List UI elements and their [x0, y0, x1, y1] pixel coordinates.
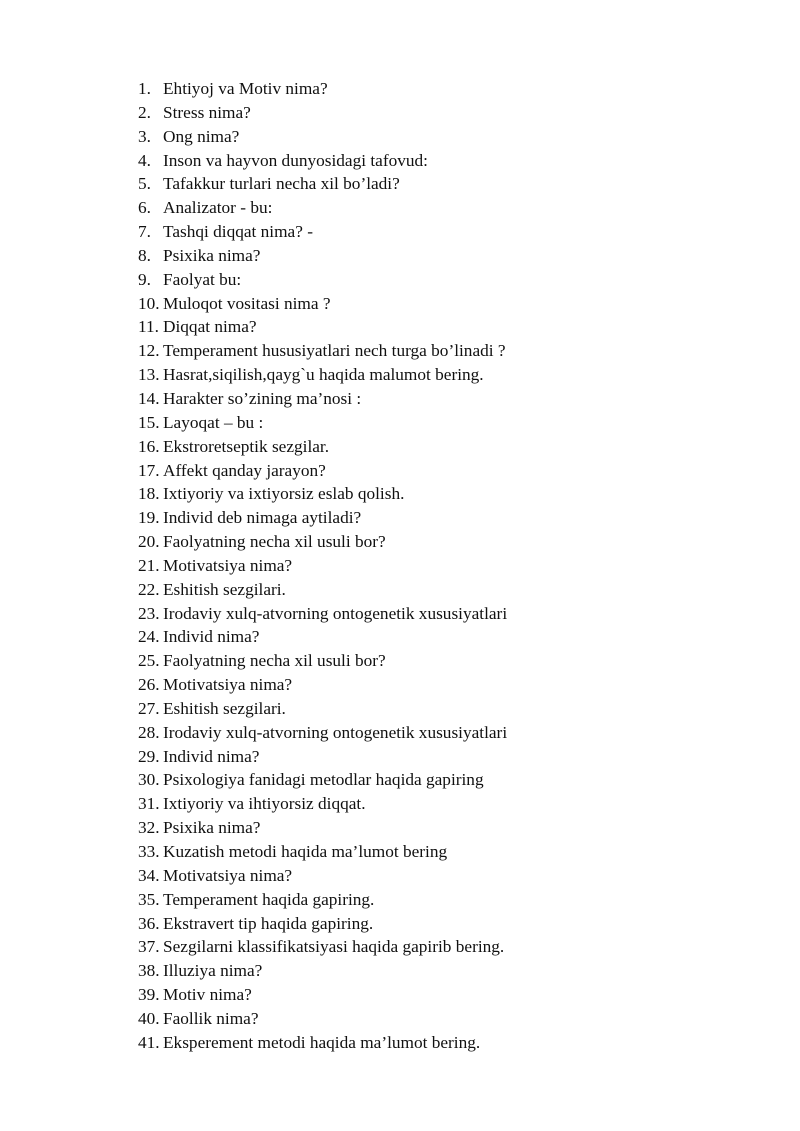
item-text: Eshitish sezgilari. — [163, 579, 286, 599]
item-number: 29. — [138, 746, 160, 766]
item-number: 21. — [138, 555, 160, 575]
list-item — [138, 602, 507, 626]
item-number: 38. — [138, 961, 160, 981]
list-item — [138, 482, 507, 506]
item-text: Irodaviy xulq-atvorning ontogenetik xususiyatlari — [163, 722, 508, 742]
list-item — [138, 554, 507, 578]
item-number: 7. — [138, 222, 151, 242]
item-text: Tafakkur turlari necha xil bo’ladi? — [163, 174, 400, 194]
item-number: 22. — [138, 579, 160, 599]
list-item — [138, 721, 507, 745]
item-text: Faollik nima? — [163, 1008, 259, 1028]
list-item — [138, 101, 507, 125]
list-item — [138, 959, 507, 983]
list-item — [138, 625, 507, 649]
item-text: Individ nima? — [163, 746, 260, 766]
item-text: Faolyatning necha xil usuli bor? — [163, 532, 386, 552]
list-item — [138, 125, 507, 149]
list-item — [138, 339, 507, 363]
item-text: Stress nima? — [163, 102, 251, 122]
list-item — [138, 578, 507, 602]
list-item — [138, 649, 507, 673]
list-item — [138, 77, 507, 101]
item-number: 33. — [138, 842, 160, 861]
item-number: 30. — [138, 770, 160, 790]
list-item — [138, 172, 507, 196]
item-text: Psixika nima? — [163, 245, 261, 265]
item-number: 25. — [138, 651, 160, 671]
list-item — [138, 816, 507, 840]
list-item — [138, 315, 507, 339]
list-item — [138, 840, 507, 864]
item-text: Harakter so’zining ma’nosi : — [163, 388, 362, 408]
list-item — [138, 697, 507, 721]
item-number: 23. — [138, 603, 160, 623]
item-text: Inson va hayvon dunyosidagi tafovud: — [163, 150, 428, 170]
item-text: Ixtiyoriy va ixtiyorsiz eslab qolish. — [163, 484, 405, 504]
item-text: Temperament hususiyatlari nech turga bo’linadi ? — [163, 341, 506, 361]
item-text: Irodaviy xulq-atvorning ontogenetik xususiyatlari — [163, 603, 508, 623]
item-text: Ekstroretseptik sezgilar. — [163, 436, 330, 456]
item-number: 26. — [138, 675, 160, 695]
item-number: 32. — [138, 818, 160, 838]
item-text: Faolyatning necha xil usuli bor? — [163, 651, 386, 671]
item-text: Muloqot vositasi nima ? — [163, 293, 331, 313]
item-number: 6. — [138, 198, 151, 218]
item-text: Temperament haqida gapiring. — [163, 889, 375, 909]
item-number: 4. — [138, 150, 151, 170]
item-number: 3. — [138, 126, 151, 146]
item-text: Motiv nima? — [163, 985, 252, 1005]
list-item — [138, 244, 507, 268]
item-text: Individ deb nimaga aytiladi? — [163, 508, 362, 528]
item-number: 8. — [138, 245, 151, 265]
list-item — [138, 220, 507, 244]
item-number: 28. — [138, 722, 160, 742]
item-number: 27. — [138, 698, 160, 718]
item-number: 37. — [138, 937, 160, 957]
item-text: Analizator - bu: — [163, 198, 273, 218]
list-item — [138, 888, 507, 912]
item-text: Ehtiyoj va Motiv nima? — [163, 79, 328, 98]
list-item — [138, 363, 507, 387]
item-text: Ong nima? — [163, 126, 240, 146]
list-item — [138, 268, 507, 292]
list-item — [138, 864, 507, 888]
list-item — [138, 792, 507, 816]
list-item — [138, 673, 507, 697]
item-text: Psixika nima? — [163, 818, 261, 838]
list-item — [138, 745, 507, 769]
item-number: 2. — [138, 102, 151, 122]
list-item — [138, 387, 507, 411]
item-number: 39. — [138, 985, 160, 1005]
item-text: Eshitish sezgilari. — [163, 698, 286, 718]
item-text: Motivatsiya nima? — [163, 555, 293, 575]
list-item — [138, 435, 507, 459]
item-number: 9. — [138, 269, 151, 289]
item-text: Motivatsiya nima? — [163, 675, 293, 695]
item-number: 14. — [138, 388, 160, 408]
item-number: 16. — [138, 436, 160, 456]
item-number: 36. — [138, 913, 160, 933]
item-number: 5. — [138, 174, 151, 194]
item-text: Diqqat nima? — [163, 317, 257, 337]
item-text: Kuzatish metodi haqida ma’lumot bering — [163, 842, 448, 861]
list-item — [138, 912, 507, 936]
item-text: Hasrat,siqilish,qayg`u haqida malumot bering. — [163, 365, 484, 385]
item-text: Faolyat bu: — [163, 269, 242, 289]
item-number: 18. — [138, 484, 160, 504]
list-item — [138, 768, 507, 792]
item-number: 24. — [138, 627, 160, 647]
list-item — [138, 1031, 507, 1055]
item-number: 12. — [138, 341, 160, 361]
list-item — [138, 292, 507, 316]
list-item — [138, 1007, 507, 1031]
item-number: 1. — [138, 79, 151, 98]
item-text: Psixologiya fanidagi metodlar haqida gapiring — [163, 770, 484, 790]
item-text: Illuziya nima? — [163, 961, 263, 981]
item-number: 34. — [138, 865, 160, 885]
item-text: Tashqi diqqat nima? - — [163, 222, 313, 242]
item-text: Sezgilarni klassifikatsiyasi haqida gapirib bering. — [163, 937, 505, 957]
item-text: Individ nima? — [163, 627, 260, 647]
item-text: Ekstravert tip haqida gapiring. — [163, 913, 374, 933]
item-text: Ixtiyoriy va ihtiyorsiz diqqat. — [163, 794, 366, 814]
item-number: 13. — [138, 365, 160, 385]
item-text: Affekt qanday jarayon? — [163, 460, 326, 480]
item-text: Eksperement metodi haqida ma’lumot bering. — [163, 1032, 481, 1052]
item-number: 17. — [138, 460, 160, 480]
list-item — [138, 530, 507, 554]
list-item — [138, 196, 507, 220]
item-number: 11. — [138, 317, 159, 337]
item-number: 40. — [138, 1008, 160, 1028]
list-item — [138, 149, 507, 173]
list-item — [138, 935, 507, 959]
question-list — [138, 77, 507, 1055]
item-text: Layoqat – bu : — [163, 412, 264, 432]
list-item — [138, 459, 507, 483]
item-number: 41. — [138, 1032, 160, 1052]
item-number: 35. — [138, 889, 160, 909]
item-text: Motivatsiya nima? — [163, 865, 293, 885]
list-item — [138, 411, 507, 435]
item-number: 31. — [138, 794, 160, 814]
list-item — [138, 983, 507, 1007]
item-number: 20. — [138, 532, 160, 552]
item-number: 19. — [138, 508, 160, 528]
list-item — [138, 506, 507, 530]
item-number: 15. — [138, 412, 160, 432]
item-number: 10. — [138, 293, 160, 313]
